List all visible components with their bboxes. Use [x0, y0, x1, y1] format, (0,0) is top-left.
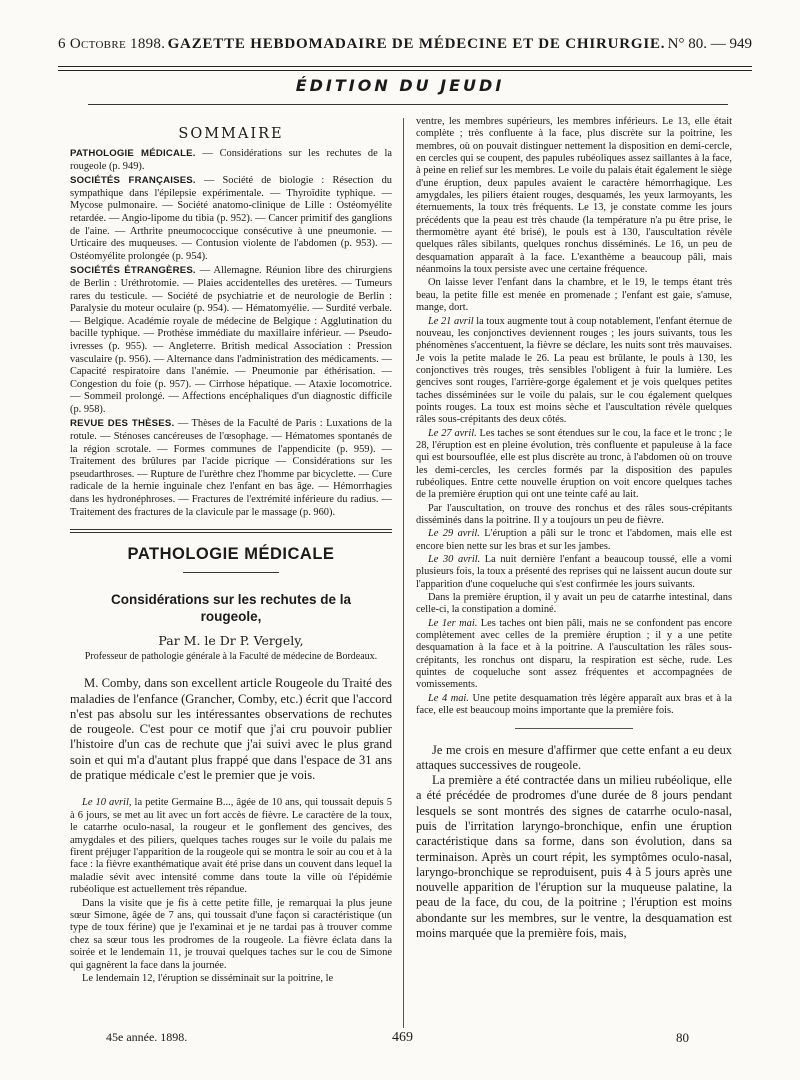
page-footer	[0, 1030, 800, 1050]
case-date: Le 30 avril.	[428, 554, 481, 566]
case-paragraph	[416, 428, 732, 502]
sommaire-text: — Thèses de la Faculté de Paris : Luxations de la rotule. — Sténoses cancéreuses de l'œsophage. — Hématomes spontanés de la région scrotale. — Formes communes de l'appendicite (p. 959). — Traitement des brûlures par l'acide picrique — Considérations sur les pseudarthroses. — Rupture de l'urèthre chez l'homme par bicyclette. — Cure radicale de la hernie inguinale chez l'enfant en bas âge. — Hémorrhagies dans les hydronéphroses. — Fractures de l'extrémité inférieure du radius. — Traitement des fractures de la clavicule par le massage (p. 960).	[70, 418, 392, 518]
case-text: Les taches ont bien pâli, mais ne se confondent pas encore complètement avec celles de la première éruption ; il y a une petite desquamation à la face et à la poitrine. A l'auscultation les râles sous-crépitants, les ronchus ont disparu, la respiration est sèche, rude. Les quintes de coqueluche sont assez fréquentes et accompagnées de vomissements.	[416, 617, 732, 691]
author-affiliation: Professeur de pathologie générale à la Faculté de médecine de Bordeaux.	[84, 651, 378, 663]
case-text: la petite Germaine B..., âgée de 10 ans, qui toussait depuis 5 à 6 jours, se met au lit avec un fort accès de fièvre. Le caractère de la toux, le catarrhe oculo-nasal, la rougeur et le gonflement des gencives, des amygdales et des piliers, quelques taches rouges sur le voile du palais me firent préjuger l'apparition de la rougeole qui se montra le soir au cou et à la face : la fièvre exanthématique avait été prise dans un couvent dans lequel la maladie sévit avec intensité comme dans toute la ville où l'épidémie rubéolique est actuellement très répandue.	[70, 797, 392, 896]
case-text: Dans la visite que je fis à cette petite fille, je remarquai la plus jeune sœur Simone, âgée de 7 ans, qui toussait d'une façon si caractéristique (un type de toux férine) que je l'examinai et je ne tardai pas à trouver comme chez sa sœur tous les prodromes de la rougeole. La fièvre éclata dans la soirée et le lendemain 11, je trouvai quelques taches sur le cou de Simone qui gagnèrent la face dans la journée.	[70, 897, 392, 971]
sommaire-text: — Considérations sur les rechutes de la rougeole (p. 949).	[70, 148, 393, 172]
case-date: Le 21 avril	[428, 315, 474, 327]
edition-title: ÉDITION DU JEUDI	[295, 76, 505, 95]
sommaire-item	[70, 175, 392, 263]
sommaire-rule-thin	[70, 532, 392, 533]
discussion-paragraph: Je me crois en mesure d'affirmer que cette enfant a eu deux attaques successives de rougeole.	[416, 742, 732, 772]
sommaire-item	[70, 418, 392, 519]
case-text: Les taches se sont étendues sur le cou, la face et le tronc ; le 28, l'éruption est en pleine évolution, très confluente et papuleuse à la face qui est boursouflée, elle est plus discrète au tronc, à l'abdomen où on trouve les demi-cercles, les cercles formés par la disposition des papules rubéoliques. Entre cette nouvelle éruption on voit encore quelques taches de la première éruption qui ont une teinte café au lait.	[416, 427, 732, 501]
case-date: Le 29 avril.	[428, 528, 480, 540]
journal-title: GAZETTE HEBDOMADAIRE DE MÉDECINE ET DE CHIRURGIE.	[167, 36, 666, 52]
sheet-number: 469	[392, 1030, 413, 1045]
case-paragraph	[416, 116, 732, 276]
case-paragraph	[416, 592, 732, 617]
case-text: ventre, les membres supérieurs, les membres inférieurs. Le 13, elle était complète ; très confluente à la face, plus discrète sur la poitrine, les membres, où on pouvait distinguer nettement la disposition en demi-cercle, en cercles qui se coupent, des papules rubéoliques assez saillantes à la face, à peine en relief sur les membres. Le voile du palais était également le siège d'une éruption, deux papules avaient le caractère hémorrhagique. Les amygdales, les piliers étaient rouges, desquamés, les yeux larmoyants, les éternuements, la toux très fréquents. Le 13, je constate comme les jours précédents que la peau est très chaude (la température n'a pu être prise, le thermomètre ayant été brisé), le pouls est à 130, l'auscultation révèle quelques râles sibilants, quelques ronchus disséminés. Le 16, un peu de desquamation apparaît à la face. L'exanthème a beaucoup pâli, mais néanmoins la toux persiste avec une certaine fréquence.	[416, 116, 732, 276]
paragraph-separator	[515, 728, 633, 729]
section-rule	[183, 572, 279, 573]
article-author: Par M. le Dr P. Vergely,	[158, 633, 304, 649]
sommaire-item	[70, 148, 392, 173]
case-paragraph	[70, 797, 392, 896]
sommaire-title: SOMMAIRE	[178, 126, 284, 142]
sommaire-rule	[70, 529, 392, 530]
case-paragraph	[416, 503, 732, 528]
case-text: On laisse lever l'enfant dans la chambre, et le 19, le temps étant très beau, la petite fille est menée en promenade ; l'enfant est gaie, s'amuse, mange, dort.	[416, 277, 732, 314]
sommaire-item	[70, 265, 392, 416]
issue-date: 6 Octobre 1898.	[58, 36, 166, 52]
case-text: Dans la première éruption, il y avait un peu de catarrhe intestinal, dans celle-ci, la constipation a dominé.	[416, 592, 732, 616]
header-rule	[58, 66, 752, 67]
left-column	[70, 110, 392, 986]
case-paragraph	[70, 898, 392, 972]
sommaire-heading: SOCIÉTÉS ÉTRANGÈRES.	[70, 265, 196, 277]
article-lead: M. Comby, dans son excellent article Rougeole du Traité des maladies de l'enfance (Grancher, Comby, etc.) écrit que l'accord n'est pas absolu sur les intéressantes observations de rechutes de rougeole. C'est pour ce motif que j'ai cru pouvoir publier l'histoire d'un cas de rechute que j'ai suivi avec le plus grand soin et qui m'a d'autant plus frappé que dans l'espace de 31 ans de pratique médicale c'est le premier que je vois.	[70, 676, 392, 782]
section-title: PATHOLOGIE MÉDICALE	[127, 545, 335, 564]
volume-year: 45e année. 1898.	[106, 1030, 188, 1044]
case-text: Le lendemain 12, l'éruption se disséminait sur la poitrine, le	[82, 972, 334, 984]
case-paragraph	[416, 277, 732, 314]
case-paragraph	[416, 693, 732, 718]
case-paragraph	[70, 973, 392, 985]
case-paragraph	[416, 618, 732, 692]
sommaire-text: — Allemagne. Réunion libre des chirurgiens de Berlin : Uréthrotomie. — Plaies accidentelles des uretères. — Tumeurs rares du testicule. — Société de psychiatrie et de neurologie de Berlin : Paralysie du moteur oculaire (p. 954). — Hématomyélie. — Surdité verbale. — Belgique. Académie royale de médecine de Belgique : Agglutination du bacille typhique. — Prothèse immédiate du maxillaire inférieur. — Pseudo-ivresses (p. 955). — Angleterre. British medical Association : Pression vasculaire (p. 956). — Alternance dans l'administration des médicaments. — Capacité respiratoire dans l'anémie. — Pneumonie par éthérisation. — Congestion du foie (p. 957). — Cirrhose hépatique. — Ataxie locomotrice. — Sommeil prolongé. — Affections encéphaliques d'un diagnostic difficile (p. 958).	[70, 265, 392, 415]
case-text: La nuit dernière l'enfant a beaucoup toussé, elle a vomi plusieurs fois, la toux a présenté des reprises qui ne laissent aucun doute sur l'apparition d'une coqueluche qui s'est confirmée les jours suivants.	[416, 554, 732, 590]
case-text: la toux augmente tout à coup notablement, l'enfant éternue de nouveau, les conjonctives deviennent rouges ; les jours suivants, tous les phénomènes s'accentuent, la fièvre se déclare, les nuits sont très mauvaises. Je vois la petite malade le 26. La peau est brûlante, le pouls à 130, les conjonctives très rouges, très sensibles l'obligent à fuir la lumière. Les gencives sont rouges, l'arrière-gorge également et je vois quelques petites taches disséminées sur le voile du palais, sur le cou également quelques points rouges. La toux est moins sèche et l'auscultation révèle quelques râles sous-crépitants des deux côtés.	[416, 315, 732, 426]
case-paragraph	[416, 316, 732, 427]
case-text: Une petite desquamation très légère apparaît aux bras et à la face, elle est beaucoup moins importante que la première fois.	[416, 692, 732, 717]
edition-rule	[88, 104, 728, 105]
case-text: Par l'auscultation, on trouve des ronchus et des râles sous-crépitants disséminés dans la poitrine. Il y a toujours un peu de fièvre.	[416, 502, 732, 526]
case-paragraph	[416, 528, 732, 553]
case-date: Le 27 avril.	[428, 427, 477, 439]
sommaire-text: — Société de biologie : Résection du sympathique dans l'épilepsie expérimentale. — Thyroïdite typhique. — Mycose pulmonaire. — Société anatomo-clinique de Lille : Ostéomyélite retardée. — Angio-lipome du tibia (p. 952). — Cancer primitif des ganglions de l'aine. — Arthrite pneumococcique consécutive à une pneumonie. — Urticaire des muqueuses. — Contusion violente de l'abdomen (p. 953). — Ostéomyélite prolongée (p. 954).	[70, 175, 392, 262]
sommaire-list	[70, 148, 392, 519]
case-date: Le 10 avril,	[82, 797, 132, 809]
right-column	[416, 116, 732, 941]
sommaire-heading: SOCIÉTÉS FRANÇAISES.	[70, 175, 196, 187]
sommaire-heading: PATHOLOGIE MÉDICALE.	[70, 148, 196, 159]
page-number: 80	[676, 1030, 689, 1045]
case-date: Le 4 mai.	[428, 692, 469, 704]
case-text: L'éruption a pâli sur le tronc et l'abdomen, mais elle est encore bien nette sur les bras et sur les jambes.	[416, 528, 732, 552]
issue-number: N° 80. — 949	[667, 36, 752, 52]
column-divider	[403, 118, 404, 1028]
article-title: Considérations sur les rechutes de la rougeole,	[110, 592, 352, 625]
sommaire-heading: REVUE DES THÈSES.	[70, 418, 175, 430]
discussion-paragraph: La première a été contractée dans un milieu rubéolique, elle a été précédée de prodromes d'une durée de 8 jours pendant lesquels se sont montrés des signes de catarrhe oculo-nasal, puis de l'irritation laryngo-bronchique, enfin une éruption caractéristique dans sa forme, dans son évolution, dans sa terminaison. Après un court répit, les symptômes oculo-nasal, laryngo-bronchique se reproduisent, puis 4 à 5 jours après une nouvelle apparition de l'éruption sur la muqueuse palatine, la peau de la face, du cou, de la poitrine ; l'éruption est moins abondante sur les membres, sur le ventre, la desquamation est moins marquée que la première fois, mais,	[416, 773, 732, 941]
case-date: Le 1er mai.	[428, 617, 478, 629]
header-rule-thin	[58, 70, 752, 71]
running-header	[58, 36, 752, 62]
case-paragraph	[416, 554, 732, 591]
